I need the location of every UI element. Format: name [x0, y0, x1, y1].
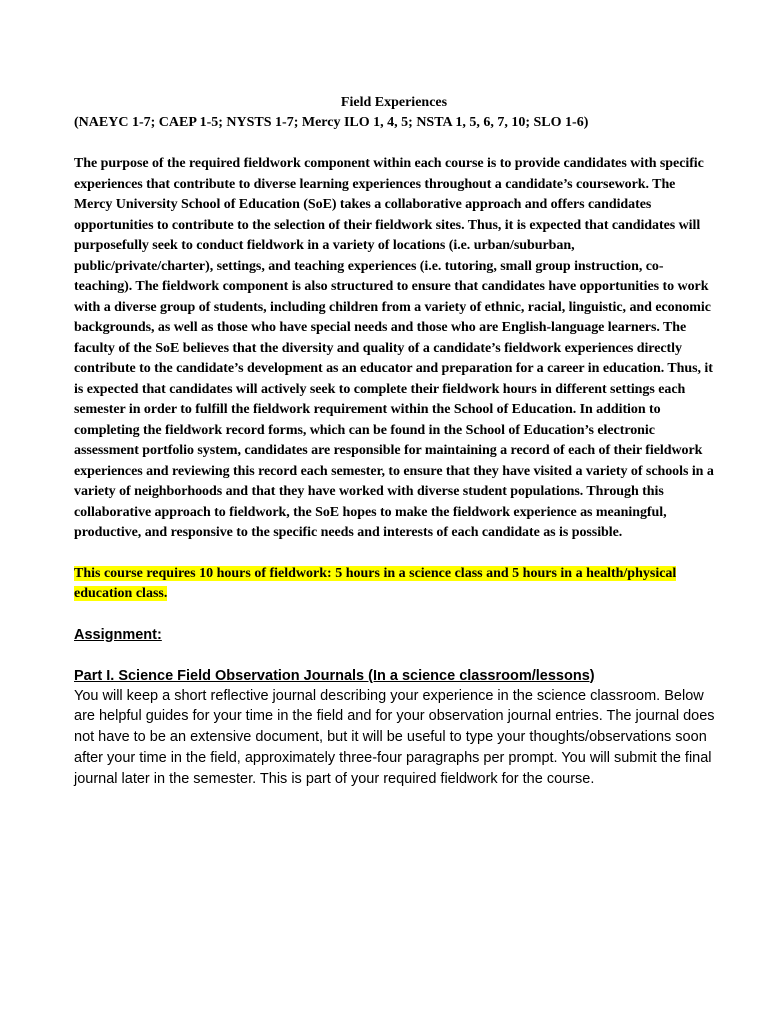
document-title: Field Experiences — [340, 95, 448, 110]
part1-heading: Part I. Science Field Observation Journals (In a science classroom/lessons) — [74, 667, 595, 684]
requirement-paragraph — [74, 564, 714, 605]
standards-line: (NAEYC 1-7; CAEP 1-5; NYSTS 1-7; Mercy ILO 1, 4, 5; NSTA 1, 5, 6, 7, 10; SLO 1-6) — [74, 115, 589, 130]
assignment-heading: Assignment: — [74, 626, 162, 643]
requirement-highlight: This course requires 10 hours of fieldwork: 5 hours in a science class and 5 hours in a health/physical education class. — [74, 565, 677, 601]
document-page — [74, 93, 714, 789]
purpose-paragraph: The purpose of the required fieldwork component within each course is to provide candidates with specific experiences that contribute to diverse learning experiences throughout a candidate’s coursework. The Mercy University School of Education (SoE) takes a collaborative approach and offers candidates opportunities to contribute to the selection of their fieldwork sites. Thus, it is expected that candidates will purposefully seek to conduct fieldwork in a variety of locations (i.e. urban/suburban, public/private/charter), settings, and teaching experiences (i.e. tutoring, small group instruction, co-teaching). The fieldwork component is also structured to ensure that candidates have opportunities to work with a diverse group of students, including children from a variety of ethnic, racial, linguistic, and economic backgrounds, as well as those who have special needs and those who are English-language learners. The faculty of the SoE believes that the diversity and quality of a candidate’s fieldwork experiences directly contribute to the candidate’s development as an educator and preparation for a career in education. Thus, it is expected that candidates will actively seek to complete their fieldwork hours in different settings each semester in order to fulfill the fieldwork requirement within the School of Education. In addition to completing the fieldwork record forms, which can be found in the School of Education’s electronic assessment portfolio system, candidates are responsible for maintaining a record of each of their fieldwork experiences and reviewing this record each semester, to ensure that they have visited a variety of schools in a variety of neighborhoods and that they have worked with diverse student populations. Through this collaborative approach to fieldwork, the SoE hopes to make the fieldwork experience as meaningful, productive, and responsive to the specific needs and interests of each candidate as is possible. — [74, 156, 714, 540]
part1-body: You will keep a short reflective journal describing your experience in the science classroom. Below are helpful guides for your time in the field and for your observation journal entries. The journal does not have to be an extensive document, but it will be useful to type your thoughts/observations soon after your time in the field, approximately three-four paragraphs per prompt. You will submit the final journal later in the semester. This is part of your required fieldwork for the course. — [74, 687, 715, 787]
